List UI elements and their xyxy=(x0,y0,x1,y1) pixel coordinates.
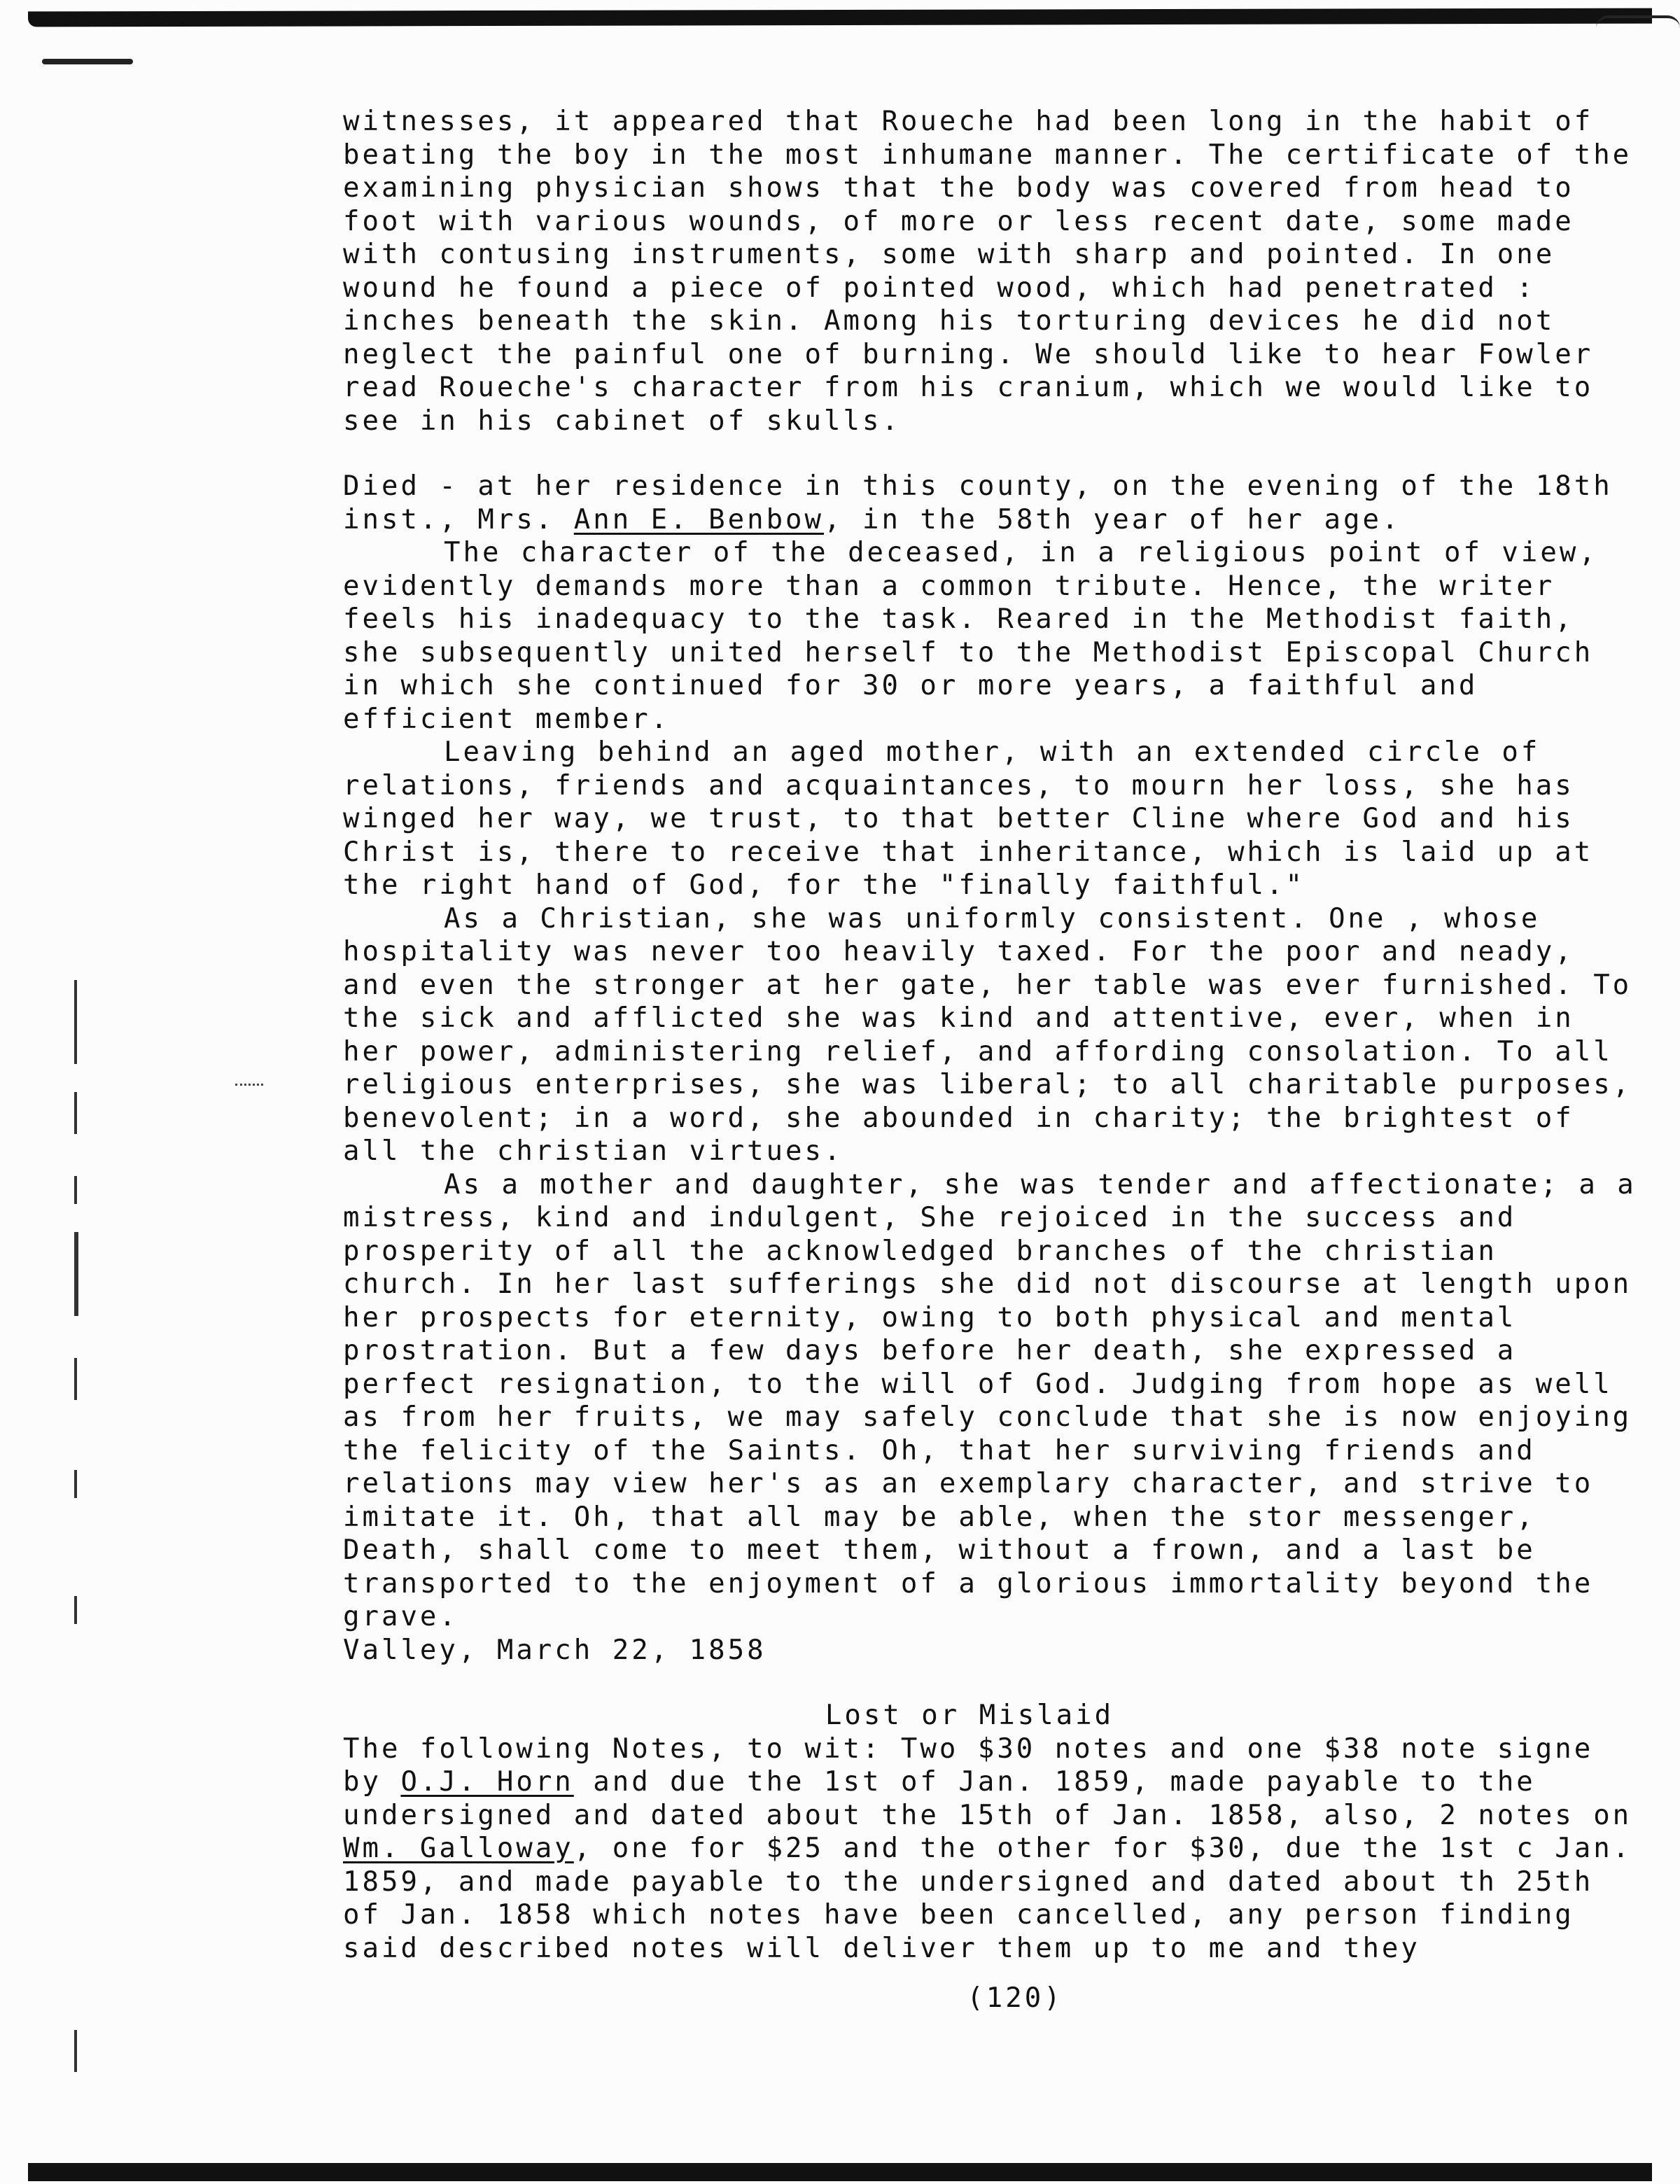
deceased-name: Ann E. Benbow xyxy=(573,503,825,536)
notice-text-3: , one for $25 and the other for $30, due the 1st c Jan. 1859, and made payable to the undersigned and dated about th 25th of Jan. 1858 which notes have been cancelled, any person finding said described notes will deliver them up to me and they xyxy=(343,1833,1651,1964)
notice-text-1: The following Notes, to wit: Two $30 notes and one $38 note signe by xyxy=(343,1732,1613,1798)
note-signer-name: O.J. Horn xyxy=(400,1766,574,1798)
obituary-paragraph-1: The character of the deceased, in a religious point of view, evidently demands more than a common tribute. Hence, the writer feels his inadequacy to the task. Reared in the Methodist faith, she subsequently united herself to the Methodist Episcopal Church in which she continued for 30 or more years, a faithful and efficient member. xyxy=(343,537,1618,735)
obituary-dateline: Valley, March 22, 1858 xyxy=(343,1634,766,1666)
scan-mark xyxy=(235,1084,263,1090)
obituary-paragraph-4: As a mother and daughter, she was tender and affectionate; a a mistress, kind and indulgent, She rejoiced in the success and prosperity of all the acknowledged branches of the christian church. In her last sufferings she did not discourse at length upon her prospects for eternity, owing to both physical and mental prostration. But a few days before her death, she expressed a perfect resignation, to the will of God. Judging from hope as well as from her fruits, we may safely conclude that she is now enjoying the felicity of the Saints. Oh, that her surviving friends and relations may view her's as an exemplary character, and strive to imitate it. Oh, that all may be able, when the stor messenger, Death, shall come to meet them, without a frown, and a last be transported to the enjoyment of a glorious immortality beyond the grave. xyxy=(343,1168,1656,1632)
scan-artifact-left xyxy=(74,1470,77,1498)
top-left-mark xyxy=(42,59,133,64)
article-continuation: witnesses, it appeared that Roueche had been long in the habit of beating the boy in the most inhumane manner. The certificate of the examining physician shows that the body was covered from head to foot with various wounds, of more or less recent date, some made with contusing instruments, some with sharp and pointed. In one wound he found a piece of pointed wood, which had penetrated : inches beneath the skin. Among his torturing devices he did not neglect the painful one of burning. We should like to hear Fowler read Roueche's character from his cranium, which we would like to see in his cabinet of skulls. xyxy=(343,106,1651,437)
page-body xyxy=(343,105,1656,1965)
scan-artifact-left xyxy=(74,1596,77,1624)
notice-heading: Lost or Mislaid xyxy=(825,1700,1114,1731)
scan-artifact-left xyxy=(74,1358,77,1400)
obituary-intro xyxy=(343,470,1638,536)
scan-artifact-left xyxy=(74,1176,77,1204)
scan-artifact-left xyxy=(74,1092,77,1134)
scan-artifact-left xyxy=(74,1232,78,1316)
scan-artifact-left xyxy=(74,980,77,1064)
top-border-bar xyxy=(28,8,1652,27)
page-number: (120) xyxy=(967,1982,1063,2014)
notice-body xyxy=(343,1732,1651,1966)
top-border-curl xyxy=(1596,15,1680,28)
note-debtor-name: Wm. Galloway xyxy=(343,1833,574,1864)
obituary-paragraph-2: Leaving behind an aged mother, with an extended circle of relations, friends and acquaintances, to mourn her loss, she has winged her way, we trust, to that better Cline where God and his Christ is, there to receive that inheritance, which is laid up at the right hand of God, for the "finally faithful." xyxy=(343,736,1613,901)
notice-text-2: and due the 1st of Jan. 1859, made payable to the undersigned and dated about the 15th of Jan. 1858, also, 2 notes on xyxy=(343,1766,1651,1831)
obituary-intro-tail: , in the 58th year of her age. xyxy=(824,503,1401,536)
scan-artifact-left xyxy=(74,2030,77,2072)
obituary-intro-text: Died - at her residence in this county, on the evening of the 18th inst., Mrs. xyxy=(343,470,1632,536)
bottom-border-bar xyxy=(28,2163,1652,2181)
obituary-paragraph-3: As a Christian, she was uniformly consistent. One , whose hospitality was never too heavily taxed. For the poor and neady, and even the stronger at her gate, her table was ever furnished. To the sick and afflicted she was kind and attentive, ever, when in her power, administering relief, and affording consolation. To all religious enterprises, she was liberal; to all charitable purposes, benevolent; in a word, she abounded in charity; the brightest of all the christian virtues. xyxy=(343,902,1651,1167)
